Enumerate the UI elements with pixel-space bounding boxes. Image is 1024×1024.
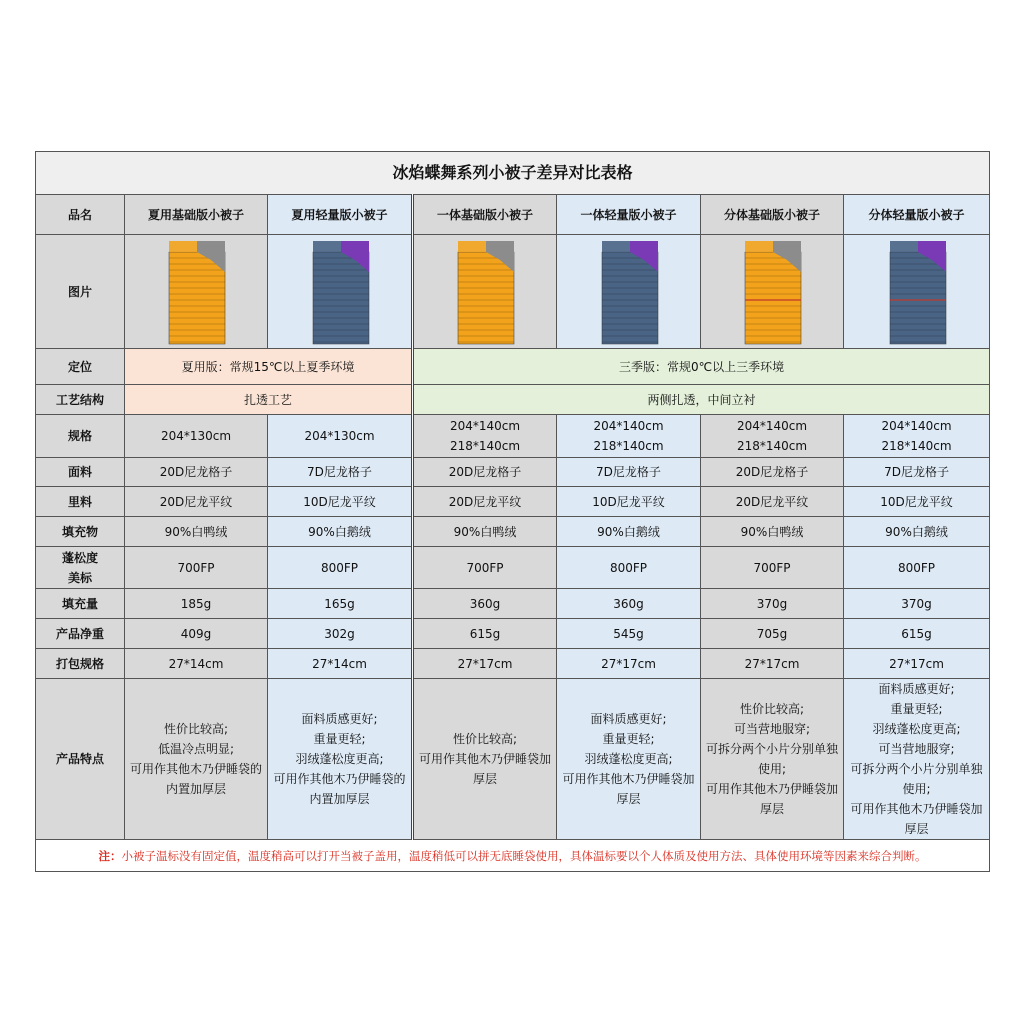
craft-summer: 扎透工艺 xyxy=(125,385,413,415)
fill-weight-cell: 165g xyxy=(268,589,413,619)
row-filling xyxy=(36,517,990,547)
feature-line: 使用; xyxy=(902,782,931,796)
product-image-cell xyxy=(413,235,557,349)
position-summer: 夏用版：常规15℃以上夏季环境 xyxy=(125,349,413,385)
row-pack-size xyxy=(36,649,990,679)
row-label-name: 品名 xyxy=(36,195,125,235)
size-line: 204*140cm xyxy=(449,419,521,433)
row-label-lining: 里料 xyxy=(36,487,125,517)
pack-size-cell: 27*14cm xyxy=(268,649,413,679)
feature-line: 可拆分两个小片分别单独 xyxy=(705,742,838,756)
feature-line: 厚层 xyxy=(472,772,497,786)
filling-cell: 90%白鹅绒 xyxy=(844,517,990,547)
size-cell xyxy=(557,415,701,458)
fill-weight-cell: 360g xyxy=(557,589,701,619)
net-weight-cell: 615g xyxy=(413,619,557,649)
feature-line: 内置加厚层 xyxy=(165,782,226,796)
quilt-image xyxy=(737,238,807,346)
row-label-fill-power xyxy=(36,547,125,589)
quilt-image xyxy=(594,238,664,346)
size-cell xyxy=(413,415,557,458)
lining-cell: 20D尼龙平纹 xyxy=(701,487,844,517)
note-label: 注： xyxy=(98,848,122,863)
size-line: 218*140cm xyxy=(736,439,808,453)
size-line: 204*140cm xyxy=(881,419,952,433)
row-label-size: 规格 xyxy=(36,415,125,458)
fabric-cell: 7D尼龙格子 xyxy=(557,458,701,487)
row-features xyxy=(36,679,990,840)
pack-size-cell: 27*17cm xyxy=(701,649,844,679)
comparison-table xyxy=(35,151,990,872)
row-label-image: 图片 xyxy=(36,235,125,349)
row-net-weight xyxy=(36,619,990,649)
row-size xyxy=(36,415,990,458)
pack-size-cell: 27*17cm xyxy=(844,649,990,679)
feature-line: 面料质感更好; xyxy=(878,682,955,696)
row-label-filling: 填充物 xyxy=(36,517,125,547)
size-cell xyxy=(844,415,990,458)
fill-weight-cell: 370g xyxy=(844,589,990,619)
features-cell xyxy=(701,679,844,840)
product-name: 一体基础版小被子 xyxy=(413,195,557,235)
quilt-image xyxy=(161,238,231,346)
quilt-image xyxy=(450,238,520,346)
row-lining xyxy=(36,487,990,517)
fill-weight-cell: 370g xyxy=(701,589,844,619)
fill-weight-cell: 185g xyxy=(125,589,268,619)
row-fabric xyxy=(36,458,990,487)
feature-line: 可用作其他木乃伊睡袋加 xyxy=(850,802,983,816)
features-cell xyxy=(125,679,268,840)
lining-cell: 20D尼龙平纹 xyxy=(413,487,557,517)
feature-line: 低温冷点明显; xyxy=(157,742,235,756)
features-cell xyxy=(268,679,413,840)
feature-line: 可用作其他木乃伊睡袋加 xyxy=(562,772,695,786)
feature-line: 可用作其他木乃伊睡袋的 xyxy=(273,772,406,786)
size-line: 218*140cm xyxy=(593,439,664,453)
label-line: 蓬松度 xyxy=(61,550,98,565)
row-position xyxy=(36,349,990,385)
feature-line: 性价比较高; xyxy=(739,702,805,716)
row-product-name xyxy=(36,195,990,235)
feature-line: 可用作其他木乃伊睡袋的 xyxy=(129,762,262,776)
pack-size-cell: 27*14cm xyxy=(125,649,268,679)
net-weight-cell: 545g xyxy=(557,619,701,649)
size-line: 204*140cm xyxy=(593,419,664,433)
row-label-craft: 工艺结构 xyxy=(36,385,125,415)
lining-cell: 10D尼龙平纹 xyxy=(268,487,413,517)
size-line: 204*130cm xyxy=(160,429,232,443)
fill-power-cell: 800FP xyxy=(557,547,701,589)
net-weight-cell: 615g xyxy=(844,619,990,649)
product-image-cell xyxy=(701,235,844,349)
feature-line: 性价比较高; xyxy=(163,722,229,736)
fabric-cell: 7D尼龙格子 xyxy=(844,458,990,487)
feature-line: 性价比较高; xyxy=(452,732,518,746)
feature-line: 可拆分两个小片分别单独 xyxy=(850,762,983,776)
feature-line: 使用; xyxy=(757,762,787,776)
row-label-position: 定位 xyxy=(36,349,125,385)
product-name: 分体基础版小被子 xyxy=(701,195,844,235)
product-name: 夏用基础版小被子 xyxy=(125,195,268,235)
feature-line: 可用作其他木乃伊睡袋加 xyxy=(705,782,838,796)
lining-cell: 10D尼龙平纹 xyxy=(844,487,990,517)
feature-line: 厚层 xyxy=(616,792,641,806)
row-label-fabric: 面料 xyxy=(36,458,125,487)
feature-line: 重量更轻; xyxy=(313,732,366,746)
label-line: 美标 xyxy=(67,570,92,585)
row-image xyxy=(36,235,990,349)
feature-line: 羽绒蓬松度更高; xyxy=(872,722,961,736)
features-cell xyxy=(557,679,701,840)
filling-cell: 90%白鹅绒 xyxy=(268,517,413,547)
feature-line: 重量更轻; xyxy=(890,702,943,716)
feature-line: 厚层 xyxy=(759,802,784,816)
filling-cell: 90%白鸭绒 xyxy=(413,517,557,547)
feature-line: 羽绒蓬松度更高; xyxy=(584,752,673,766)
note-text: 小被子温标没有固定值，温度稍高可以打开当被子盖用，温度稍低可以拼无底睡袋使用，具体温标要以个人体质及使用方法、具体使用环境等因素来综合判断。 xyxy=(121,848,927,863)
quilt-image xyxy=(882,238,952,346)
size-cell xyxy=(268,415,413,458)
lining-cell: 20D尼龙平纹 xyxy=(125,487,268,517)
net-weight-cell: 705g xyxy=(701,619,844,649)
fill-weight-cell: 360g xyxy=(413,589,557,619)
row-fill-power xyxy=(36,547,990,589)
feature-line: 厚层 xyxy=(904,822,929,836)
position-three-season: 三季版：常规0℃以上三季环境 xyxy=(413,349,990,385)
feature-line: 可当营地服穿; xyxy=(733,722,811,736)
row-label-features: 产品特点 xyxy=(36,679,125,840)
lining-cell: 10D尼龙平纹 xyxy=(557,487,701,517)
fill-power-cell: 700FP xyxy=(125,547,268,589)
size-line: 218*140cm xyxy=(449,439,521,453)
feature-line: 可用作其他木乃伊睡袋加 xyxy=(418,752,551,766)
fabric-cell: 20D尼龙格子 xyxy=(413,458,557,487)
product-image-cell xyxy=(844,235,990,349)
table-title: 冰焰蝶舞系列小被子差异对比表格 xyxy=(36,152,990,195)
fabric-cell: 20D尼龙格子 xyxy=(701,458,844,487)
product-name: 夏用轻量版小被子 xyxy=(268,195,413,235)
row-label-pack-size: 打包规格 xyxy=(36,649,125,679)
pack-size-cell: 27*17cm xyxy=(557,649,701,679)
net-weight-cell: 409g xyxy=(125,619,268,649)
features-cell xyxy=(413,679,557,840)
fabric-cell: 7D尼龙格子 xyxy=(268,458,413,487)
feature-line: 可当营地服穿; xyxy=(878,742,955,756)
pack-size-cell: 27*17cm xyxy=(413,649,557,679)
product-image-cell xyxy=(268,235,413,349)
row-label-fill-weight: 填充量 xyxy=(36,589,125,619)
filling-cell: 90%白鹅绒 xyxy=(557,517,701,547)
fill-power-cell: 800FP xyxy=(844,547,990,589)
product-name: 一体轻量版小被子 xyxy=(557,195,701,235)
size-cell xyxy=(701,415,844,458)
fill-power-cell: 700FP xyxy=(701,547,844,589)
net-weight-cell: 302g xyxy=(268,619,413,649)
size-cell xyxy=(125,415,268,458)
size-line: 218*140cm xyxy=(881,439,952,453)
fill-power-cell: 700FP xyxy=(413,547,557,589)
feature-line: 羽绒蓬松度更高; xyxy=(295,752,384,766)
feature-line: 重量更轻; xyxy=(602,732,655,746)
product-name: 分体轻量版小被子 xyxy=(844,195,990,235)
row-fill-weight xyxy=(36,589,990,619)
product-image-cell xyxy=(125,235,268,349)
feature-line: 面料质感更好; xyxy=(590,712,667,726)
row-craft xyxy=(36,385,990,415)
footnote xyxy=(36,840,990,872)
feature-line: 面料质感更好; xyxy=(301,712,378,726)
product-image-cell xyxy=(557,235,701,349)
craft-three-season: 两侧扎透，中间立衬 xyxy=(413,385,990,415)
filling-cell: 90%白鸭绒 xyxy=(125,517,268,547)
row-note xyxy=(36,840,990,872)
features-cell xyxy=(844,679,990,840)
size-line: 204*140cm xyxy=(736,419,808,433)
row-label-net-weight: 产品净重 xyxy=(36,619,125,649)
fill-power-cell: 800FP xyxy=(268,547,413,589)
size-line: 204*130cm xyxy=(304,429,375,443)
fabric-cell: 20D尼龙格子 xyxy=(125,458,268,487)
quilt-image xyxy=(305,238,375,346)
filling-cell: 90%白鸭绒 xyxy=(701,517,844,547)
feature-line: 内置加厚层 xyxy=(309,792,370,806)
